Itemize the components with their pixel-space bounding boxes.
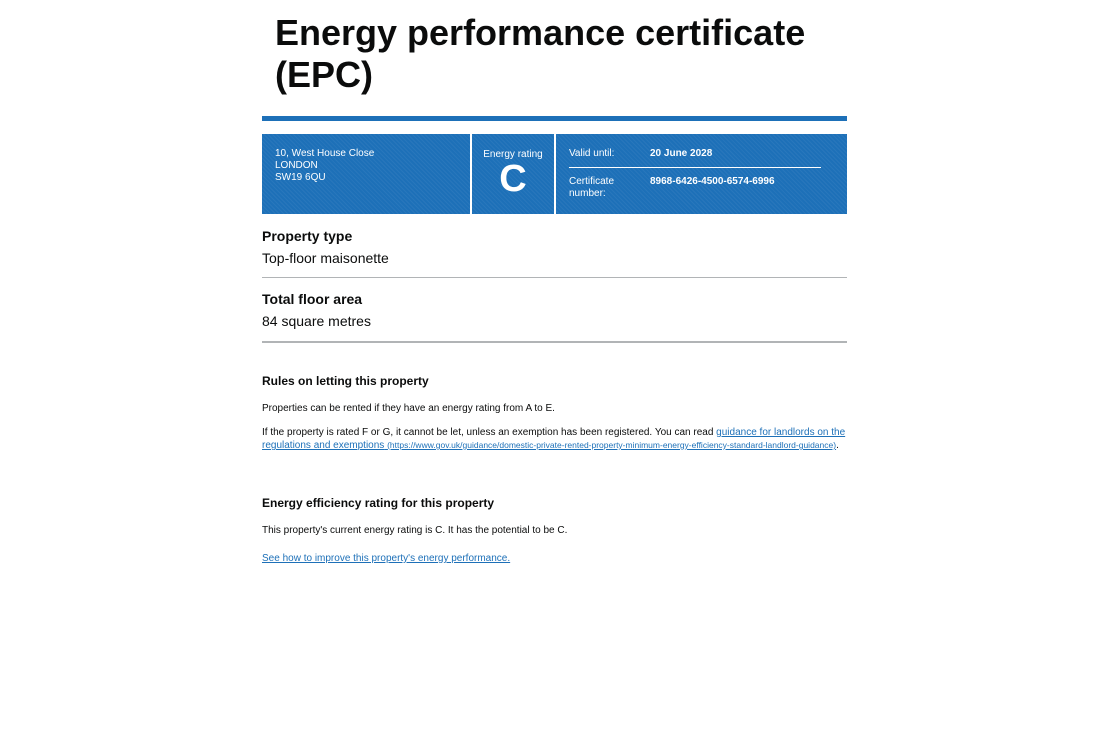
floor-area-value: 84 square metres xyxy=(262,313,371,329)
improve-performance-link[interactable]: See how to improve this property's energy performance. xyxy=(262,553,511,564)
box-divider xyxy=(554,134,556,214)
improve-paragraph xyxy=(262,553,847,565)
title-divider xyxy=(262,116,847,121)
meta-separator xyxy=(569,167,821,168)
section-divider xyxy=(262,341,847,343)
section-divider xyxy=(262,277,847,278)
efficiency-rating-text: This property's current energy rating is C. It has the potential to be C. xyxy=(262,525,568,536)
letting-exemption-intro: If the property is rated F or G, it cannot be let, unless an exemption has been registered. You can read xyxy=(262,427,717,438)
landlord-guidance-url: (https://www.gov.uk/guidance/domestic-private-rented-property-minimum-energy-efficiency-standard-landlord-guidance) xyxy=(387,440,837,450)
address-line-1: 10, West House Close xyxy=(275,148,375,159)
valid-until-label: Valid until: xyxy=(569,148,615,159)
property-type xyxy=(262,227,847,267)
page-title: Energy performance certificate (EPC) xyxy=(275,12,806,95)
letting-rules-text: Properties can be rented if they have an energy rating from A to E. xyxy=(262,403,555,414)
property-address xyxy=(275,148,374,184)
landlord-guidance-link-text: guidance for landlords on the regulations and exemptions xyxy=(262,427,846,451)
letting-rules-heading: Rules on letting this property xyxy=(262,374,429,388)
letting-exemption-end: . xyxy=(836,440,839,451)
energy-rating-label: Energy rating xyxy=(483,149,543,160)
energy-rating-letter: C xyxy=(499,158,527,200)
floor-area-label: Total floor area xyxy=(262,291,363,307)
total-floor-area xyxy=(262,290,847,330)
epc-summary-box xyxy=(262,134,847,214)
valid-until-value: 20 June 2028 xyxy=(650,148,713,159)
certificate-number-value: 8968-6426-4500-6574-6996 xyxy=(650,176,775,187)
address-line-3: SW19 6QU xyxy=(275,172,326,183)
efficiency-rating-heading: Energy efficiency rating for this property xyxy=(262,496,495,510)
address-line-2: LONDON xyxy=(275,160,318,171)
energy-rating-panel xyxy=(472,134,554,214)
property-type-value: Top-floor maisonette xyxy=(262,250,389,266)
certificate-number-label: Certificate number: xyxy=(569,176,615,199)
property-type-label: Property type xyxy=(262,228,353,244)
letting-exemption-text xyxy=(262,427,847,452)
